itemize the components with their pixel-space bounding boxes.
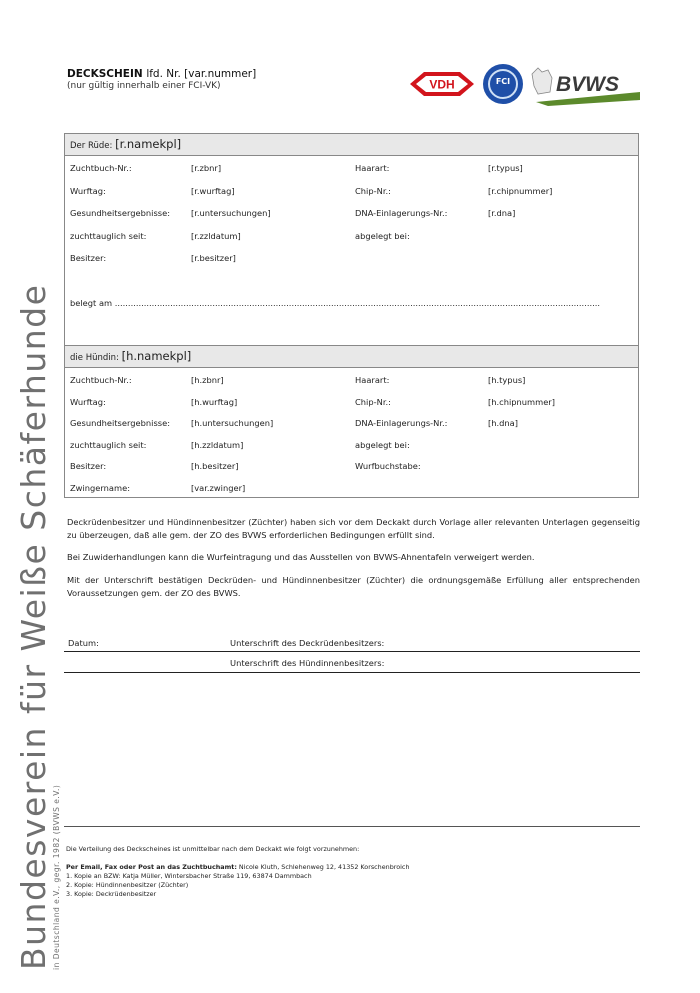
female-row-6: Zwingername: [var.zwinger] xyxy=(70,482,246,493)
distribution-line-2: 1. Kopie an BZW: Katja Müller, Wintersbacher Straße 119, 63874 Dammbach xyxy=(66,872,312,880)
female-dog-heading: die Hündin: [h.namekpl] xyxy=(65,346,638,368)
distribution-line-4: 3. Kopie: Deckrüdenbesitzer xyxy=(66,890,157,898)
dam-owner-signature-label: Unterschrift des Hündinnenbesitzers: xyxy=(230,658,385,668)
logo-group xyxy=(410,62,640,106)
signature-line-1 xyxy=(64,651,640,652)
fci-logo-text: FCI xyxy=(495,77,511,86)
running-number: lfd. Nr. [var.nummer] xyxy=(146,68,257,80)
male-row-1: Zuchtbuch-Nr.: [r.zbnr] Haarart: [r.typus] xyxy=(70,163,523,173)
male-row-3: Gesundheitsergebnisse: [r.untersuchungen] DNA-Einlagerungs-Nr.: [r.dna] xyxy=(70,208,516,218)
bvws-logo-text: BVWS xyxy=(556,73,619,96)
paragraph-confirmation: Mit der Unterschrift bestätigen Deckrüden- und Hündinnenbesitzer (Züchter) die ordnungsgemäße Erfüllung aller entsprechenden Voraussetzungen gem. der ZO des BVWS. xyxy=(67,575,640,598)
distribution-line-3: 2. Kopie: Hündinnenbesitzer (Züchter) xyxy=(66,881,189,889)
female-row-1: Zuchtbuch-Nr.: [h.zbnr] Haarart: [h.typus] xyxy=(70,375,526,385)
female-dog-section xyxy=(64,345,639,498)
association-name: Bundesverein für Weiße Schäferhunde xyxy=(14,283,53,970)
vdh-logo xyxy=(410,70,474,98)
distribution-intro: Die Verteilung des Deckscheines ist unmittelbar nach dem Deckakt wie folgt vorzunehmen: xyxy=(66,845,360,853)
date-label: Datum: xyxy=(68,638,99,648)
distribution-line-1: Per Email, Fax oder Post an das Zuchtbuchamt: Nicole Kluth, Schlehenweg 12, 41352 Korschenbroich xyxy=(66,863,410,871)
stud-owner-signature-label: Unterschrift des Deckrüdenbesitzers: xyxy=(230,638,385,648)
female-dog-name: [h.namekpl] xyxy=(121,349,192,363)
male-row-2: Wurftag: [r.wurftag] Chip-Nr.: [r.chipnummer] xyxy=(70,185,553,196)
signature-line-2 xyxy=(64,672,640,673)
male-row-4: zuchttauglich seit: [r.zzldatum] abgelegt bei: xyxy=(70,230,410,241)
female-row-3: Gesundheitsergebnisse: [h.untersuchungen] DNA-Einlagerungs-Nr.: [h.dna] xyxy=(70,418,518,428)
male-dog-heading: Der Rüde: [r.namekpl] xyxy=(65,134,638,156)
association-subtitle: in Deutschland e.V., gegr. 1982 (BVWS e.V.) xyxy=(52,784,61,970)
mating-date-line: belegt am ........................................................................................................................................................................................ xyxy=(70,298,601,308)
paragraph-verification: Deckrüdenbesitzer und Hündinnenbesitzer (Züchter) haben sich vor dem Deckakt durch Vorlage aller relevanten Unterlagen gegenseitig zu überzeugen, daß alle gem. der ZO des BVWS erforderlichen Bedingungen erfüllt sind. xyxy=(67,517,640,540)
female-row-5: Besitzer: [h.besitzer] Wurfbuchstabe: xyxy=(70,461,421,471)
female-row-4: zuchttauglich seit: [h.zzldatum] abgelegt bei: xyxy=(70,439,410,450)
footer-divider xyxy=(64,826,640,827)
document-title: DECKSCHEIN lfd. Nr. [var.nummer] xyxy=(67,68,257,80)
male-row-5: Besitzer: [r.besitzer] xyxy=(70,253,236,263)
bvws-logo xyxy=(528,62,640,106)
fci-logo xyxy=(483,64,523,104)
male-dog-name: [r.namekpl] xyxy=(115,137,182,151)
paragraph-violation: Bei Zuwiderhandlungen kann die Wurfeintragung und das Ausstellen von BVWS-Ahnentafeln verweigert werden. xyxy=(67,552,535,562)
validity-note: (nur gültig innerhalb einer FCI-VK) xyxy=(67,81,221,91)
vdh-logo-text: VDH xyxy=(429,77,455,92)
female-row-2: Wurftag: [h.wurftag] Chip-Nr.: [h.chipnummer] xyxy=(70,396,555,407)
male-dog-section xyxy=(64,133,639,346)
